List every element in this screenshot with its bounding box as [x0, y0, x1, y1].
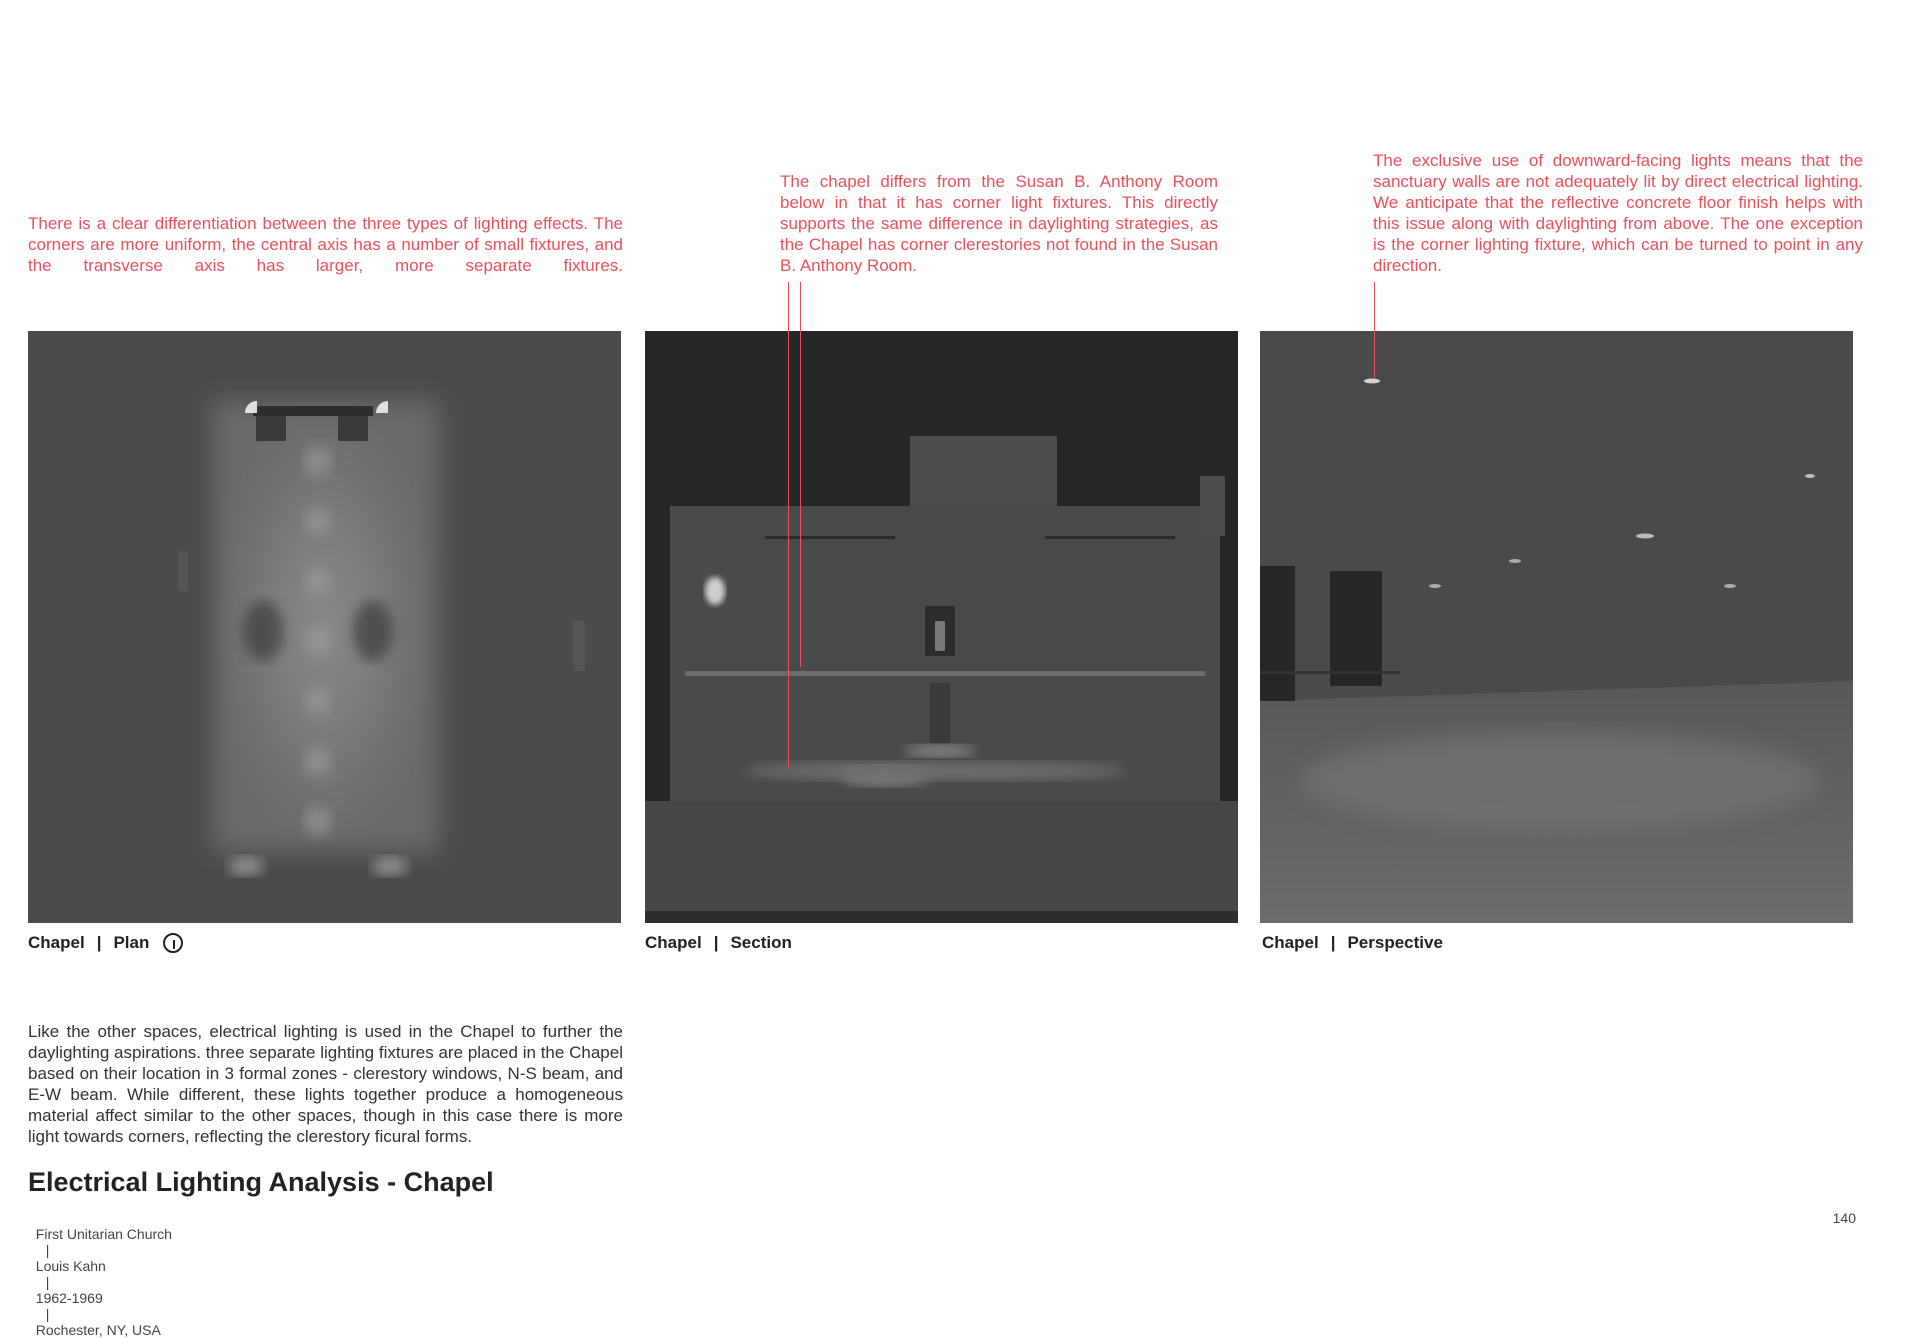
body-paragraph: Like the other spaces, electrical lighting is used in the Chapel to further the daylighting aspirations. three separate lighting fixtures are placed in the Chapel based on their location in 3 formal zones - clerestory windows, N-S beam, and E-W beam. While different, these lights together produce a homogeneous material affect similar to the other spaces, though in this case there is more light towards corners, reflecting the clerestory ficural forms.	[28, 1022, 623, 1146]
footer-separator: |	[45, 1274, 50, 1290]
caption-separator: |	[713, 933, 719, 952]
footer-separator: |	[45, 1242, 50, 1258]
footer-separator: |	[45, 1306, 50, 1322]
leader-line-perspective	[1374, 282, 1375, 378]
perspective-render	[1260, 331, 1853, 923]
footer-years: 1962-1969	[35, 1290, 103, 1306]
footer-info	[28, 1210, 172, 1338]
caption-plan-space: Chapel	[28, 933, 85, 952]
north-arrow-icon	[163, 933, 183, 953]
caption-section	[645, 933, 792, 953]
caption-perspective-view: Perspective	[1347, 933, 1443, 952]
annotation-plan: There is a clear differentiation between the three types of lighting effects. The corners are more uniform, the central axis has a number of small fixtures, and the transverse axis has larger, more separate fixtures.	[28, 214, 623, 275]
leader-line-section-1	[788, 282, 789, 767]
caption-plan-view: Plan	[113, 933, 150, 952]
caption-perspective	[1262, 933, 1443, 953]
caption-section-view: Section	[730, 933, 792, 952]
footer-location: Rochester, NY, USA	[35, 1322, 161, 1338]
footer-building: First Unitarian Church	[35, 1226, 172, 1242]
caption-plan	[28, 933, 183, 953]
caption-separator: |	[1330, 933, 1336, 952]
leader-line-section-2	[800, 282, 801, 667]
page-number: 140	[1832, 1210, 1856, 1226]
section-render	[645, 331, 1238, 923]
plan-render	[28, 331, 621, 923]
footer-architect: Louis Kahn	[35, 1258, 106, 1274]
annotation-perspective: The exclusive use of downward-facing lights means that the sanctuary walls are not adequately lit by direct electrical lighting. We anticipate that the reflective concrete floor finish helps with this issue along with daylighting from above. The one exception is the corner lighting fixture, which can be turned to point in any direction.	[1373, 151, 1863, 275]
caption-section-space: Chapel	[645, 933, 702, 952]
caption-perspective-space: Chapel	[1262, 933, 1319, 952]
caption-separator: |	[96, 933, 102, 952]
page-title: Electrical Lighting Analysis - Chapel	[28, 1167, 494, 1197]
annotation-section: The chapel differs from the Susan B. Anthony Room below in that it has corner light fixtures. This directly supports the same difference in daylighting strategies, as the Chapel has corner clerestories not found in the Susan B. Anthony Room.	[780, 172, 1218, 275]
